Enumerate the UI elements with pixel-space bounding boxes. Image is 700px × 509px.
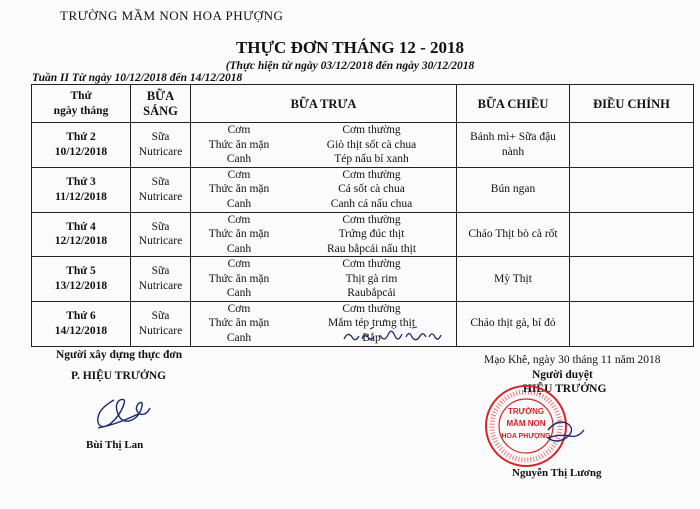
header-afternoon: BỮA CHIỀU	[457, 85, 570, 123]
week-label: Tuần II Từ ngày 10/12/2018 đến 14/12/2018	[32, 72, 243, 84]
builder-label: Người xây dựng thực đơn	[56, 349, 183, 361]
adjust-cell	[570, 257, 694, 302]
lunch-dishes: Cơm thường Thịt gà rim Raubắpcải	[342, 258, 401, 299]
header-adjust: ĐIỀU CHỈNH	[570, 85, 694, 123]
approver-title: HIỆU TRƯỞNG	[523, 383, 607, 395]
breakfast-cell: Sữa Nutricare	[131, 257, 191, 302]
header-day: Thứ ngày tháng	[32, 85, 131, 123]
day-cell: Thứ 6 14/12/2018	[32, 301, 131, 346]
svg-text:MẦM NON: MẦM NON	[506, 419, 546, 428]
day-cell: Thứ 2 10/12/2018	[32, 123, 131, 168]
table-row	[32, 167, 694, 212]
afternoon-cell: Mỳ Thịt	[457, 257, 570, 302]
approver-name: Nguyễn Thị Lương	[512, 467, 602, 479]
lunch-dishes: Cơm thường Trứng đúc thịt Rau bắpcải nấu thịt	[326, 213, 417, 255]
afternoon-cell: Cháo thịt gà, bí đỏ	[457, 301, 570, 346]
lunch-categories: Cơm Thức ăn mặn Canh	[208, 258, 270, 299]
header-row	[32, 85, 694, 123]
day-cell: Thứ 5 13/12/2018	[32, 257, 131, 302]
lunch-categories: Cơm Thức ăn mặn Canh	[208, 168, 270, 210]
table-row	[32, 123, 694, 168]
afternoon-cell: Cháo Thịt bò cà rốt	[457, 212, 570, 257]
day-cell: Thứ 4 12/12/2018	[32, 212, 131, 257]
svg-text:HOA PHƯỢNG: HOA PHƯỢNG	[501, 433, 551, 440]
approver-label: Người duyệt	[532, 369, 593, 381]
lunch-categories: Cơm Thức ăn mặn Canh	[208, 213, 270, 255]
svg-text:TRƯỜNG: TRƯỜNG	[507, 407, 545, 416]
table-row	[32, 257, 694, 302]
afternoon-cell: Bún ngan	[457, 167, 570, 212]
adjust-cell	[570, 301, 694, 346]
afternoon-cell: Bánh mì+ Sữa đậu nành	[457, 123, 570, 168]
breakfast-cell: Sữa Nutricare	[131, 167, 191, 212]
lunch-dishes: Cơm thường Cá sốt cà chua Canh cá nấu chua	[330, 168, 413, 210]
place-date: Mạo Khê, ngày 30 tháng 11 năm 2018	[484, 354, 661, 366]
period-subtitle: (Thực hiện từ ngày 03/12/2018 đến ngày 30/12/2018	[225, 60, 475, 72]
breakfast-cell: Sữa Nutricare	[131, 212, 191, 257]
handwritten-note	[340, 325, 450, 347]
adjust-cell	[570, 212, 694, 257]
lunch-dishes: Cơm thường Giò thịt sốt cà chua Tép nấu bí xanh	[326, 124, 417, 165]
lunch-cell	[191, 123, 457, 168]
adjust-cell	[570, 123, 694, 168]
breakfast-cell: Sữa Nutricare	[131, 123, 191, 168]
builder-name: Bùi Thị Lan	[86, 439, 144, 451]
menu-table	[31, 84, 694, 347]
lunch-cell	[191, 212, 457, 257]
lunch-cell	[191, 167, 457, 212]
builder-title: P. HIỆU TRƯỞNG	[71, 370, 167, 382]
header-breakfast: BỮA SÁNG	[131, 85, 191, 123]
adjust-cell	[570, 167, 694, 212]
breakfast-cell: Sữa Nutricare	[131, 301, 191, 346]
school-stamp	[478, 380, 598, 472]
lunch-categories: Cơm Thức ăn mặn Canh	[208, 302, 270, 344]
lunch-categories: Cơm Thức ăn mặn Canh	[208, 124, 270, 165]
lunch-cell	[191, 257, 457, 302]
page-title: THỰC ĐƠN THÁNG 12 - 2018	[235, 38, 465, 57]
header-lunch: BỮA TRƯA	[191, 85, 457, 123]
table-row	[32, 212, 694, 257]
day-cell: Thứ 3 11/12/2018	[32, 167, 131, 212]
lunch-dishes: Cơm thường Mắm tép trưng thịt Bắp	[327, 302, 416, 344]
school-name: TRƯỜNG MẦM NON HOA PHƯỢNG	[60, 8, 284, 23]
builder-signature	[84, 390, 164, 438]
